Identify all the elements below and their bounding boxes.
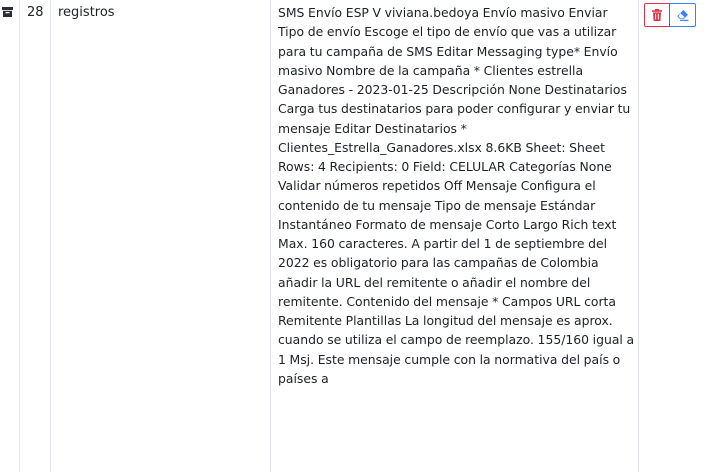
eraser-icon	[676, 9, 689, 21]
trash-icon	[652, 9, 662, 21]
grid-line-3	[270, 0, 271, 472]
row-number: 28	[27, 5, 44, 20]
grid-line-1	[19, 0, 20, 472]
row-actions	[644, 3, 696, 27]
grid-line-2	[50, 0, 51, 472]
grid-line-4	[638, 0, 639, 472]
row-label: registros	[58, 5, 115, 20]
record-content: SMS Envío ESP V viviana.bedoya Envío masivo Enviar Tipo de envío Escoge el tipo de envío que vas a utilizar para tu campaña de SMS Editar Messaging type* Envío masivo Nombre de la campaña * Clientes estrella Ganadores - 2023-01-25 Descripción None Destinatarios Carga tus destinatarios para poder configurar y enviar tu mensaje Editar Destinatarios * Clientes_Estrella_Ganadores.xlsx 8.6KB Sheet: Sheet Rows: 4 Recipients: 0 Field: CELULAR Categorías None Validar números repetidos Off Mensaje Configura el contenido de tu mensaje Tipo de mensaje Estándar Instantáneo Formato de mensaje Corto Largo Rich text Max. 160 caracteres. A partir del 1 de septiembre del 2022 es obligatorio para las campañas de Colombia añadir la URL del remitente o añadir el nombre del remitente. Contenido del mensaje * Campos URL corta Remitente Plantillas La longitud del mensaje es aprox. cuando se utiliza el campo de reemplazo. 155/160 igual a 1 Msj. Este mensaje cumple con la normativa del país o países a	[278, 5, 635, 386]
erase-button[interactable]	[670, 3, 696, 27]
archive-icon	[2, 7, 13, 17]
delete-button[interactable]	[644, 3, 670, 27]
